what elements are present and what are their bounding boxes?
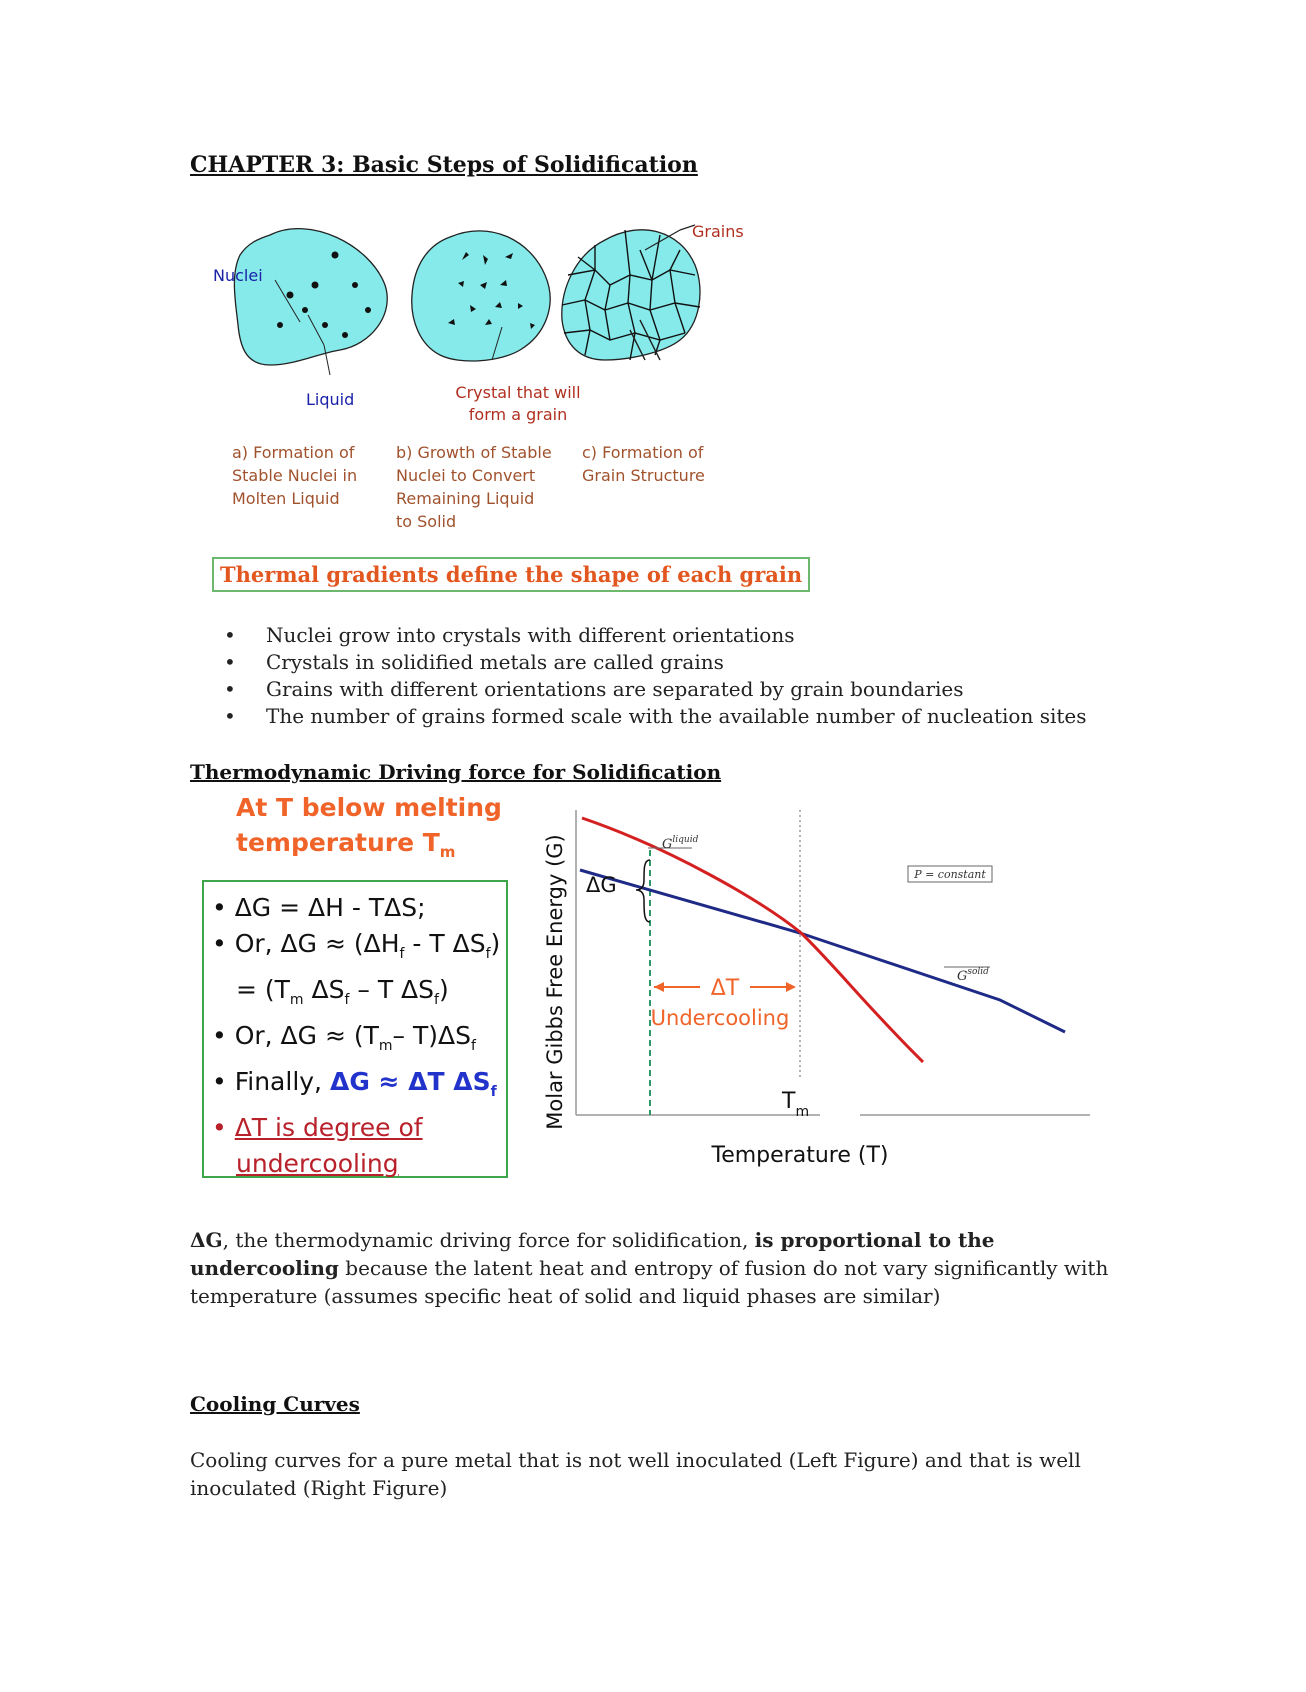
equation-6: • ΔT is degree of xyxy=(212,1113,423,1142)
blob-crystals xyxy=(412,231,550,361)
thermal-gradients-banner: Thermal gradients define the shape of each grain xyxy=(212,557,810,592)
cooling-paragraph: Cooling curves for a pure metal that is not well inoculated (Left Figure) and that is well inoculated (Right Figure) xyxy=(190,1448,1081,1500)
equation-6-cont: undercooling xyxy=(236,1149,399,1178)
equation-1: • ΔG = ΔH - TΔS; xyxy=(212,893,426,922)
blob-grains xyxy=(562,230,700,360)
blob-nuclei xyxy=(234,229,387,365)
crystal-label: Crystal that will form a grain xyxy=(455,383,581,424)
nuclei-label: Nuclei xyxy=(213,266,263,285)
bullet-item: • Crystals in solidified metals are called grains xyxy=(190,649,1150,676)
liquid-label: Liquid xyxy=(306,390,355,409)
equation-3: = ($T_m$ $\Delta S_f$ – T $\Delta S_f$) xyxy=(236,975,449,1008)
equation-box xyxy=(202,880,508,1178)
bullet-list xyxy=(190,622,1150,730)
delta-g-label: ΔG xyxy=(586,873,617,897)
bullet-item: • The number of grains formed scale with the available number of nucleation sites xyxy=(190,703,1150,730)
y-axis-label: Molar Gibbs Free Energy (G) xyxy=(543,834,567,1130)
g-solid-label: $G^{solid}$ xyxy=(957,967,989,984)
caption-c: c) Formation of Grain Structure xyxy=(582,443,705,485)
tm-label: $T_m$ xyxy=(782,1089,810,1120)
equation-4: • Or, $\Delta G \approx (T_m-$ $T)\Delta S_f$ xyxy=(212,1021,476,1054)
x-axis-label: Temperature (T) xyxy=(711,1143,889,1168)
solidification-stages-figure xyxy=(200,215,760,405)
g-liquid-label: $G^{liquid}$ xyxy=(662,835,699,852)
delta-g-paragraph: ΔG, the thermodynamic driving force for solidification, is proportional to the undercooling because the latent heat and entropy of fusion do not vary significantly with temperature (assumes specific heat of solid and liquid phases are similar) xyxy=(190,1228,1109,1308)
thermo-heading: Thermodynamic Driving force for Solidification xyxy=(190,760,722,784)
equation-5: • Finally, ΔG ≈ ΔT $\Delta S_f$ xyxy=(212,1067,497,1100)
delta-t-label: ΔT xyxy=(710,976,740,1001)
p-constant-label: P = constant xyxy=(914,868,986,881)
bullet-item: • Nuclei grow into crystals with different orientations xyxy=(190,622,1150,649)
undercooling-label: Undercooling xyxy=(650,1006,790,1030)
caption-b: b) Growth of Stable Nuclei to Convert Remaining Liquid to Solid xyxy=(396,443,552,531)
chapter-title: CHAPTER 3: Basic Steps of Solidification xyxy=(190,152,698,178)
bullet-item: • Grains with different orientations are separated by grain boundaries xyxy=(190,676,1150,703)
gibbs-energy-plot xyxy=(520,790,1100,1200)
caption-a: a) Formation of Stable Nuclei in Molten Liquid xyxy=(232,443,358,508)
grains-label: Grains xyxy=(692,222,744,241)
equation-2: • Or, $\Delta G \approx (\Delta H_f - T$ $\Delta S_f$) xyxy=(212,929,501,962)
cooling-heading: Cooling Curves xyxy=(190,1392,360,1416)
thermo-title: At T below melting temperature $T_m$ xyxy=(236,793,502,861)
